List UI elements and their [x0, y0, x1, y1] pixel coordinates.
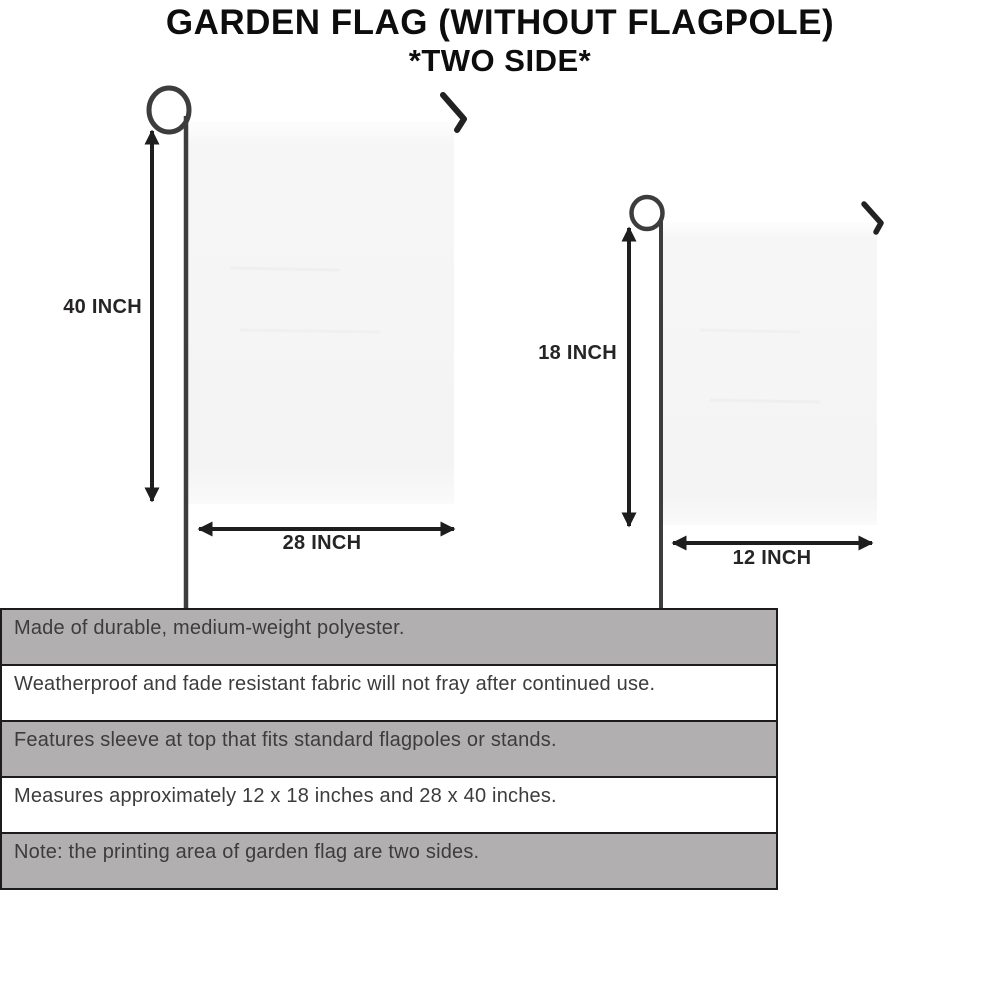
small-pole-loop-icon — [632, 197, 663, 229]
feature-row-note: Note: the printing area of garden flag are two sides. — [0, 832, 778, 890]
features-table — [0, 608, 778, 890]
feature-row-measurements: Measures approximately 12 x 18 inches and 28 x 40 inches. — [0, 776, 778, 834]
small-height-label: 18 INCH — [538, 342, 617, 364]
large-height-label: 40 INCH — [63, 296, 142, 318]
small-width-label: 12 INCH — [732, 547, 812, 569]
feature-row-sleeve: Features sleeve at top that fits standard flagpoles or stands. — [0, 720, 778, 778]
small-flag-crease — [710, 400, 820, 402]
page-title: GARDEN FLAG (WITHOUT FLAGPOLE) — [165, 3, 835, 42]
large-flag-fabric — [188, 122, 454, 504]
page-subtitle: *TWO SIDE* — [408, 42, 592, 78]
small-flag-crease — [700, 330, 800, 332]
feature-row-weatherproof: Weatherproof and fade resistant fabric will not fray after continued use. — [0, 664, 778, 722]
large-pole-loop-icon — [149, 88, 189, 132]
large-flag-crease — [240, 330, 380, 332]
large-flag-crease — [230, 268, 340, 270]
small-flag-fabric — [663, 222, 877, 525]
feature-row-material: Made of durable, medium-weight polyester. — [0, 608, 778, 666]
large-flag-group — [149, 88, 464, 608]
large-width-label: 28 INCH — [282, 532, 362, 554]
